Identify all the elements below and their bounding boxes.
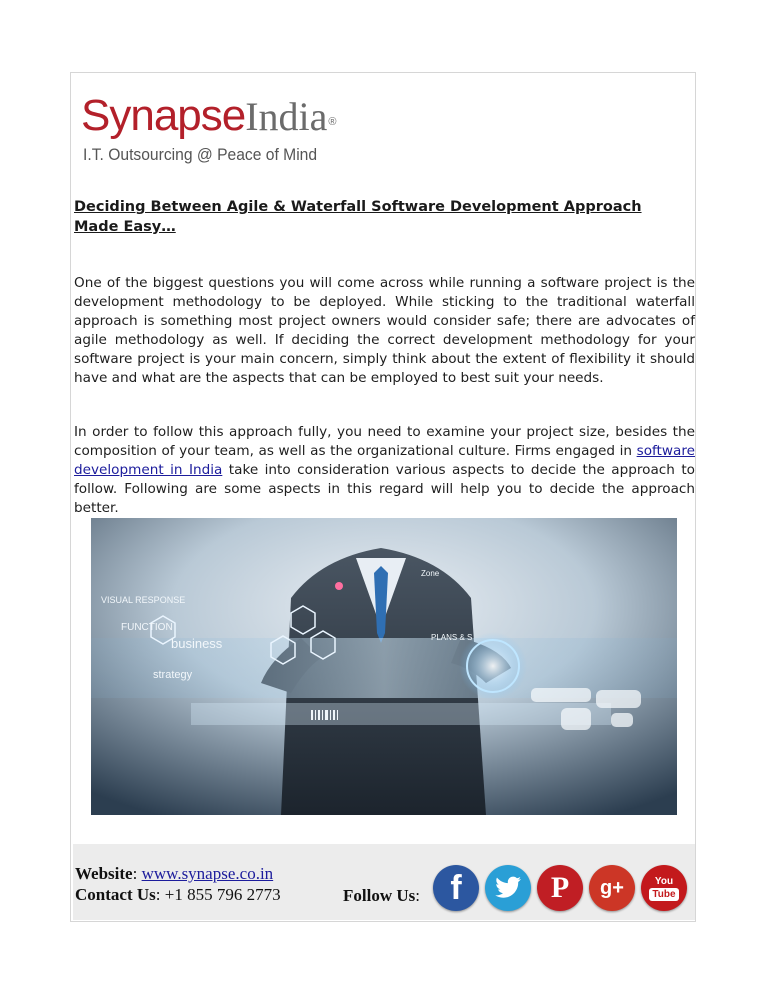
synapseindia-logo	[81, 91, 336, 191]
holo-strip	[191, 703, 611, 725]
google-plus-icon[interactable]: g+	[589, 865, 635, 911]
hero-label-visual-response: VISUAL RESPONSE	[101, 595, 186, 605]
contact-line: Contact Us: +1 855 796 2773	[75, 885, 281, 904]
document-page	[70, 72, 696, 922]
logo-tagline: I.T. Outsourcing @ Peace of Mind	[83, 145, 318, 164]
hero-label-strategy: strategy	[153, 669, 193, 681]
facebook-icon[interactable]: f	[433, 865, 479, 911]
website-link[interactable]: www.synapse.co.in	[141, 864, 274, 883]
software-development-link[interactable]: software development in India	[74, 443, 695, 478]
pinterest-icon[interactable]: P	[537, 865, 583, 911]
hero-label-business: business	[171, 636, 223, 651]
hero-label-zone: Zone	[421, 569, 440, 578]
youtube-icon[interactable]: You Tube	[641, 865, 687, 911]
hero-label-function: FUNCTION	[121, 622, 173, 633]
glowing-orb	[459, 632, 527, 700]
footer-contact-bar	[73, 844, 695, 920]
light-flare	[335, 582, 343, 590]
paragraph-1: One of the biggest questions you will come across while running a software project is the development methodology to be deployed. While sticking to the traditional waterfall approach is something most project owners would consider safe; there are advocates of agile methodology as well. If deciding the correct development methodology for your software project is your main concern, simply think about the extent of flexibility it should have and what are the aspects that can be employed to best suit your needs.	[74, 275, 695, 386]
logo-wordmark: SynapseIndia®	[81, 91, 336, 140]
article-title: Deciding Between Agile & Waterfall Software Development Approach Made Easy…	[74, 199, 642, 235]
twitter-icon[interactable]	[485, 865, 531, 911]
hero-illustration	[91, 518, 677, 815]
businessman-hero-image	[91, 518, 677, 815]
paragraph-2: In order to follow this approach fully, you need to examine your project size, besides the composition of your team, as well as the organizational culture. Firms engaged in software development in India take into consideration various aspects to decide the approach to follow. Following are some aspects in this regard will help you to decide the approach better.	[74, 424, 695, 516]
website-line: Website: www.synapse.co.in	[75, 864, 274, 883]
twitter-bird-glyph	[494, 876, 522, 900]
contact-phone: +1 855 796 2773	[164, 885, 281, 904]
hero-label-plans: PLANS & S	[431, 633, 473, 642]
follow-us-label: Follow Us:	[343, 886, 420, 905]
